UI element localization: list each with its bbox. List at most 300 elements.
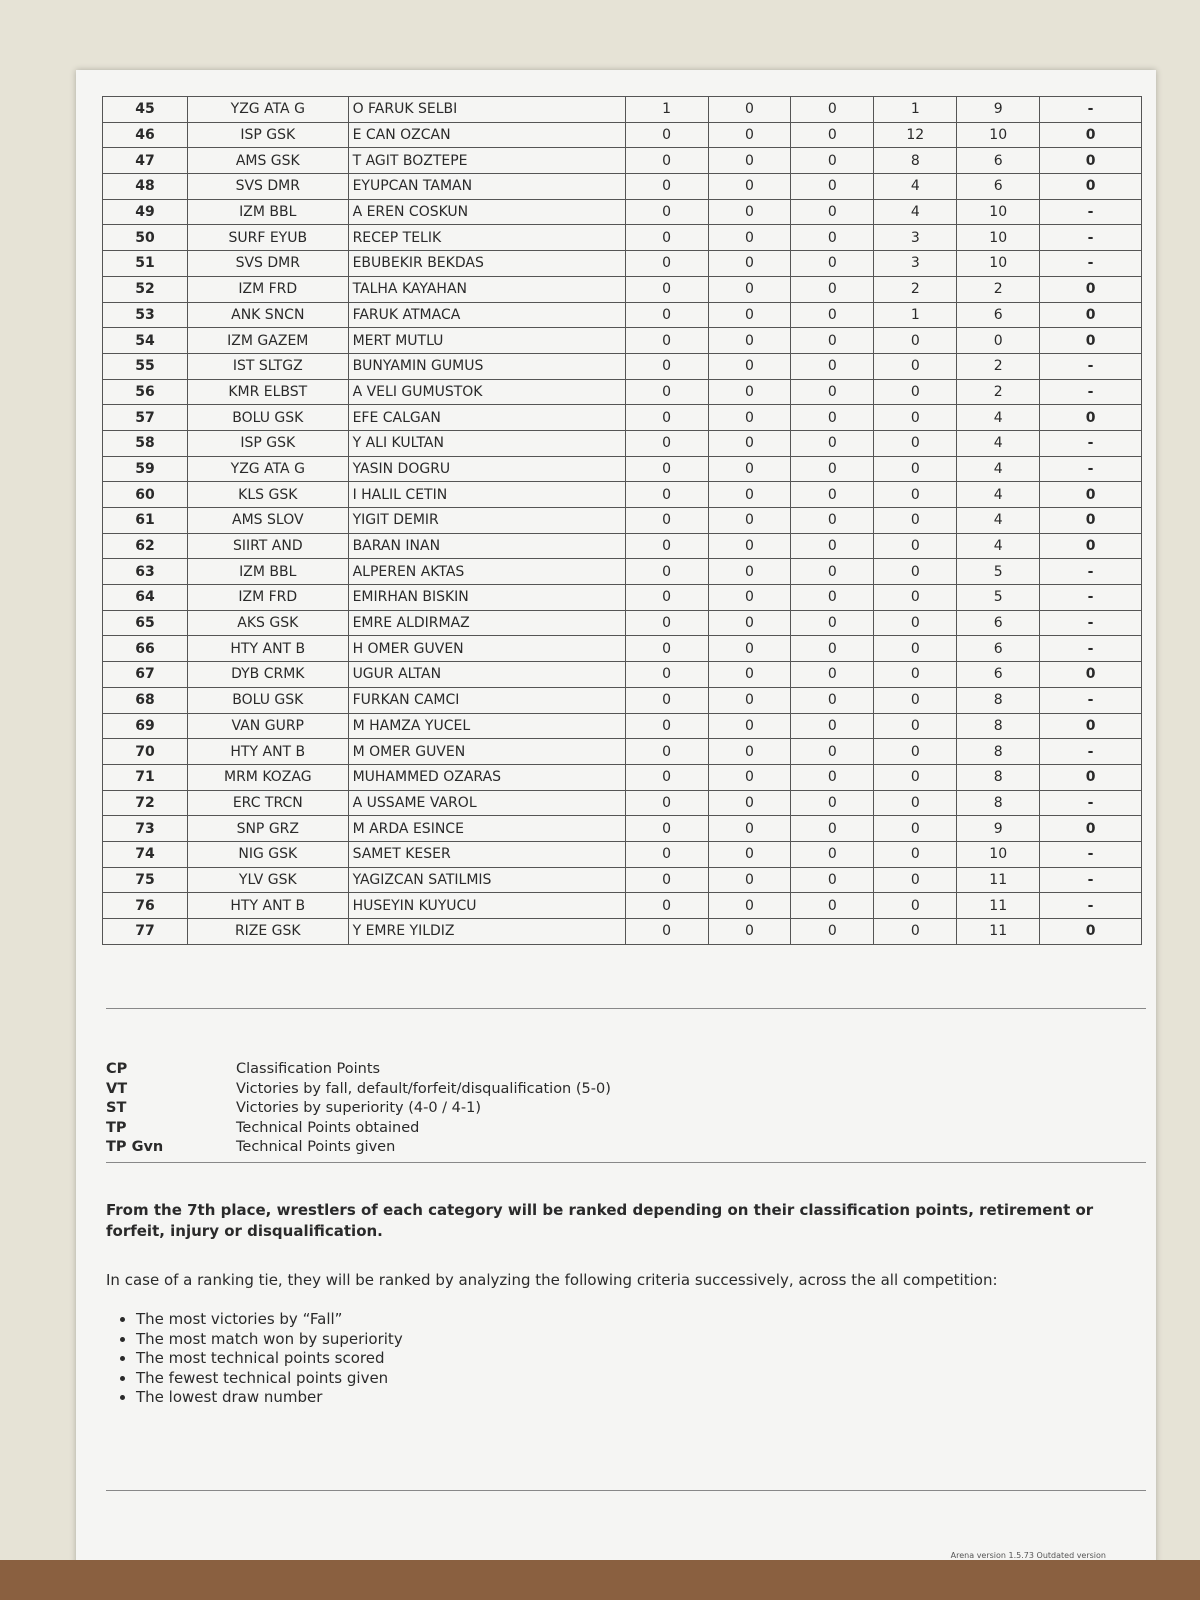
cell-c2: 0 [708,302,791,328]
ranking-rule-text: From the 7th place, wrestlers of each category will be ranked depending on their classification points, retirement or forfeit, injury or disqualification. [106,1201,1094,1240]
table-row [103,739,1142,765]
cell-c3: 0 [791,97,874,123]
cell-name: YAGIZCAN SATILMIS [348,867,625,893]
cell-c4: 8 [874,148,957,174]
cell-c2: 0 [708,353,791,379]
cell-rank: 72 [103,790,188,816]
cell-team: AMS GSK [188,148,349,174]
results-table [102,96,1142,945]
cell-c2: 0 [708,174,791,200]
cell-c6: - [1040,97,1142,123]
legend-row [106,1060,1006,1080]
cell-c1: 0 [625,610,708,636]
cell-c6: - [1040,893,1142,919]
legend-abbr: TP [106,1119,127,1136]
cell-c5: 10 [957,841,1040,867]
table-row [103,122,1142,148]
cell-c4: 0 [874,841,957,867]
cell-c2: 0 [708,405,791,431]
cell-name: MUHAMMED OZARAS [348,764,625,790]
table-row [103,790,1142,816]
cell-c3: 0 [791,251,874,277]
legend [106,1060,1006,1158]
table-row [103,328,1142,354]
table-row [103,764,1142,790]
cell-team: HTY ANT B [188,636,349,662]
cell-c3: 0 [791,353,874,379]
cell-c1: 0 [625,174,708,200]
cell-rank: 68 [103,687,188,713]
cell-c1: 0 [625,225,708,251]
cell-c1: 0 [625,816,708,842]
cell-name: Y EMRE YILDIZ [348,919,625,945]
cell-c1: 0 [625,482,708,508]
cell-team: DYB CRMK [188,662,349,688]
cell-c5: 4 [957,482,1040,508]
table-row [103,508,1142,534]
divider-bottom [106,1162,1146,1163]
cell-team: YZG ATA G [188,456,349,482]
cell-c2: 0 [708,533,791,559]
cell-c5: 6 [957,636,1040,662]
cell-c2: 0 [708,841,791,867]
cell-c4: 4 [874,174,957,200]
cell-name: I HALIL CETIN [348,482,625,508]
criteria-item: • The lowest draw number [136,1388,403,1408]
cell-name: EMRE ALDIRMAZ [348,610,625,636]
cell-c3: 0 [791,816,874,842]
cell-name: EBUBEKIR BEKDAS [348,251,625,277]
cell-name: HUSEYIN KUYUCU [348,893,625,919]
cell-rank: 65 [103,610,188,636]
cell-c6: 0 [1040,919,1142,945]
cell-c5: 5 [957,585,1040,611]
cell-c5: 4 [957,405,1040,431]
cell-team: IST SLTGZ [188,353,349,379]
cell-team: SVS DMR [188,174,349,200]
cell-c5: 4 [957,508,1040,534]
cell-c6: 0 [1040,276,1142,302]
table-row [103,636,1142,662]
cell-c5: 2 [957,353,1040,379]
cell-c2: 0 [708,610,791,636]
cell-c2: 0 [708,482,791,508]
cell-c6: 0 [1040,174,1142,200]
cell-c3: 0 [791,559,874,585]
cell-c3: 0 [791,636,874,662]
cell-c4: 0 [874,764,957,790]
legend-desc: Victories by superiority (4-0 / 4-1) [236,1100,482,1116]
cell-c1: 0 [625,430,708,456]
cell-name: A USSAME VAROL [348,790,625,816]
cell-name: YASIN DOGRU [348,456,625,482]
legend-row [106,1099,1006,1119]
cell-c6: - [1040,610,1142,636]
divider-top [106,1008,1146,1009]
cell-c1: 0 [625,456,708,482]
cell-c4: 1 [874,97,957,123]
cell-c4: 0 [874,610,957,636]
table-row [103,585,1142,611]
cell-rank: 77 [103,919,188,945]
cell-name: BARAN INAN [348,533,625,559]
cell-rank: 52 [103,276,188,302]
table-row [103,148,1142,174]
cell-team: KMR ELBST [188,379,349,405]
cell-c5: 0 [957,328,1040,354]
cell-c2: 0 [708,919,791,945]
cell-rank: 61 [103,508,188,534]
cell-c6: - [1040,739,1142,765]
cell-c4: 0 [874,816,957,842]
cell-rank: 50 [103,225,188,251]
cell-c1: 0 [625,841,708,867]
cell-c4: 0 [874,379,957,405]
cell-c1: 0 [625,353,708,379]
cell-name: O FARUK SELBI [348,97,625,123]
cell-team: SNP GRZ [188,816,349,842]
cell-c3: 0 [791,482,874,508]
cell-c5: 6 [957,610,1040,636]
cell-c4: 0 [874,893,957,919]
cell-rank: 76 [103,893,188,919]
cell-c6: - [1040,585,1142,611]
cell-c1: 0 [625,739,708,765]
cell-rank: 75 [103,867,188,893]
cell-name: EFE CALGAN [348,405,625,431]
cell-c1: 0 [625,199,708,225]
cell-c3: 0 [791,379,874,405]
cell-team: IZM BBL [188,199,349,225]
cell-c3: 0 [791,148,874,174]
cell-c2: 0 [708,687,791,713]
cell-c1: 0 [625,379,708,405]
table-row [103,610,1142,636]
cell-team: MRM KOZAG [188,764,349,790]
cell-c6: - [1040,225,1142,251]
cell-c5: 10 [957,199,1040,225]
cell-c4: 2 [874,276,957,302]
table-row [103,199,1142,225]
cell-c6: - [1040,559,1142,585]
cell-c3: 0 [791,302,874,328]
cell-c5: 2 [957,276,1040,302]
cell-name: SAMET KESER [348,841,625,867]
cell-rank: 57 [103,405,188,431]
cell-name: MERT MUTLU [348,328,625,354]
table-row [103,816,1142,842]
cell-c1: 0 [625,559,708,585]
cell-c4: 0 [874,687,957,713]
cell-c3: 0 [791,790,874,816]
cell-c6: - [1040,687,1142,713]
legend-abbr: TP Gvn [106,1139,164,1155]
cell-rank: 70 [103,739,188,765]
cell-c6: - [1040,353,1142,379]
cell-c2: 0 [708,585,791,611]
cell-c4: 0 [874,533,957,559]
cell-team: VAN GURP [188,713,349,739]
cell-c2: 0 [708,508,791,534]
cell-c5: 4 [957,533,1040,559]
cell-team: RIZE GSK [188,919,349,945]
cell-name: EYUPCAN TAMAN [348,174,625,200]
cell-rank: 69 [103,713,188,739]
cell-name: FARUK ATMACA [348,302,625,328]
cell-c6: 0 [1040,816,1142,842]
cell-team: IZM GAZEM [188,328,349,354]
tie-intro-text: In case of a ranking tie, they will be ranked by analyzing the following criteria successively, across the all competition: [106,1271,998,1289]
cell-c2: 0 [708,251,791,277]
cell-c2: 0 [708,893,791,919]
table-row [103,225,1142,251]
cell-c1: 0 [625,687,708,713]
cell-c3: 0 [791,867,874,893]
cell-name: FURKAN CAMCI [348,687,625,713]
cell-c3: 0 [791,610,874,636]
cell-c1: 0 [625,636,708,662]
legend-row [106,1119,1006,1139]
cell-team: IZM BBL [188,559,349,585]
cell-name: RECEP TELIK [348,225,625,251]
cell-c6: - [1040,456,1142,482]
cell-c6: 0 [1040,482,1142,508]
table-row [103,687,1142,713]
cell-team: SIIRT AND [188,533,349,559]
cell-c6: 0 [1040,302,1142,328]
table-row [103,867,1142,893]
cell-name: UGUR ALTAN [348,662,625,688]
cell-c4: 0 [874,662,957,688]
table-row [103,353,1142,379]
cell-name: M HAMZA YUCEL [348,713,625,739]
cell-c2: 0 [708,764,791,790]
cell-rank: 58 [103,430,188,456]
cell-c5: 8 [957,713,1040,739]
cell-c1: 0 [625,148,708,174]
cell-c6: 0 [1040,713,1142,739]
cell-rank: 53 [103,302,188,328]
cell-c2: 0 [708,225,791,251]
cell-c5: 9 [957,97,1040,123]
cell-c6: - [1040,867,1142,893]
cell-c1: 0 [625,893,708,919]
cell-c2: 0 [708,430,791,456]
cell-team: SURF EYUB [188,225,349,251]
cell-team: ISP GSK [188,122,349,148]
table-row [103,841,1142,867]
cell-c5: 10 [957,251,1040,277]
cell-c3: 0 [791,174,874,200]
cell-name: EMIRHAN BISKIN [348,585,625,611]
cell-c1: 1 [625,97,708,123]
cell-c6: - [1040,251,1142,277]
cell-c3: 0 [791,225,874,251]
cell-team: HTY ANT B [188,739,349,765]
cell-rank: 55 [103,353,188,379]
cell-c4: 0 [874,456,957,482]
cell-c2: 0 [708,790,791,816]
cell-c2: 0 [708,559,791,585]
cell-c4: 0 [874,636,957,662]
cell-c1: 0 [625,276,708,302]
cell-c4: 0 [874,508,957,534]
cell-team: ANK SNCN [188,302,349,328]
cell-c1: 0 [625,764,708,790]
cell-team: YLV GSK [188,867,349,893]
cell-c5: 10 [957,122,1040,148]
cell-team: ERC TRCN [188,790,349,816]
cell-name: TALHA KAYAHAN [348,276,625,302]
cell-name: M ARDA ESINCE [348,816,625,842]
cell-c2: 0 [708,148,791,174]
table-row [103,482,1142,508]
cell-c2: 0 [708,379,791,405]
cell-name: BUNYAMIN GUMUS [348,353,625,379]
cell-c2: 0 [708,122,791,148]
cell-c2: 0 [708,97,791,123]
cell-rank: 74 [103,841,188,867]
cell-c4: 4 [874,199,957,225]
cell-c5: 8 [957,764,1040,790]
cell-c4: 0 [874,353,957,379]
cell-c4: 0 [874,585,957,611]
legend-abbr: CP [106,1061,128,1077]
cell-c5: 5 [957,559,1040,585]
cell-name: Y ALI KULTAN [348,430,625,456]
table-row [103,379,1142,405]
cell-team: IZM FRD [188,276,349,302]
cell-c3: 0 [791,662,874,688]
cell-c4: 0 [874,405,957,431]
cell-c5: 11 [957,867,1040,893]
criteria-item: • The fewest technical points given [136,1369,403,1389]
cell-rank: 47 [103,148,188,174]
cell-c3: 0 [791,533,874,559]
table-row [103,533,1142,559]
cell-rank: 73 [103,816,188,842]
cell-c4: 0 [874,919,957,945]
cell-c6: 0 [1040,764,1142,790]
cell-rank: 71 [103,764,188,790]
cell-c2: 0 [708,713,791,739]
cell-c5: 8 [957,687,1040,713]
cell-c1: 0 [625,867,708,893]
table-row [103,919,1142,945]
cell-c1: 0 [625,328,708,354]
cell-team: YZG ATA G [188,97,349,123]
cell-c6: 0 [1040,533,1142,559]
cell-c4: 12 [874,122,957,148]
cell-rank: 63 [103,559,188,585]
cell-c5: 8 [957,790,1040,816]
cell-c3: 0 [791,122,874,148]
cell-c2: 0 [708,328,791,354]
cell-team: IZM FRD [188,585,349,611]
table-row [103,405,1142,431]
cell-team: ISP GSK [188,430,349,456]
cell-c6: - [1040,379,1142,405]
table-row [103,893,1142,919]
cell-c2: 0 [708,867,791,893]
criteria-item: • The most victories by “Fall” [136,1310,403,1330]
legend-abbr: VT [106,1080,128,1097]
cell-rank: 64 [103,585,188,611]
cell-c1: 0 [625,302,708,328]
cell-c6: 0 [1040,662,1142,688]
cell-c5: 6 [957,662,1040,688]
cell-name: YIGIT DEMIR [348,508,625,534]
cell-c6: - [1040,790,1142,816]
cell-rank: 59 [103,456,188,482]
table-row [103,302,1142,328]
cell-rank: 56 [103,379,188,405]
cell-c1: 0 [625,122,708,148]
cell-c1: 0 [625,790,708,816]
cell-rank: 51 [103,251,188,277]
cell-c6: 0 [1040,405,1142,431]
cell-c2: 0 [708,739,791,765]
cell-c5: 11 [957,893,1040,919]
cell-rank: 45 [103,97,188,123]
paper-sheet [76,70,1156,1580]
cell-rank: 60 [103,482,188,508]
cell-c1: 0 [625,585,708,611]
legend-desc: Technical Points obtained [236,1119,420,1136]
cell-c5: 10 [957,225,1040,251]
legend-desc: Technical Points given [236,1139,396,1155]
cell-team: BOLU GSK [188,405,349,431]
cell-c5: 4 [957,430,1040,456]
legend-desc: Victories by fall, default/forfeit/disqualification (5-0) [236,1080,611,1097]
cell-team: AMS SLOV [188,508,349,534]
cell-rank: 62 [103,533,188,559]
cell-c5: 6 [957,148,1040,174]
table-row [103,662,1142,688]
cell-team: SVS DMR [188,251,349,277]
cell-c3: 0 [791,276,874,302]
cell-c3: 0 [791,456,874,482]
cell-c3: 0 [791,893,874,919]
cell-c2: 0 [708,636,791,662]
cell-c4: 0 [874,482,957,508]
criteria-item: • The most match won by superiority [136,1330,403,1350]
table-row [103,713,1142,739]
cell-c6: 0 [1040,148,1142,174]
background-floor [0,1560,1200,1600]
cell-c1: 0 [625,533,708,559]
table-row [103,430,1142,456]
cell-name: H OMER GUVEN [348,636,625,662]
cell-c1: 0 [625,508,708,534]
cell-c5: 8 [957,739,1040,765]
cell-c3: 0 [791,739,874,765]
cell-c4: 3 [874,251,957,277]
cell-rank: 66 [103,636,188,662]
cell-rank: 67 [103,662,188,688]
table-row [103,456,1142,482]
cell-c4: 0 [874,713,957,739]
cell-c5: 6 [957,174,1040,200]
cell-c3: 0 [791,508,874,534]
cell-rank: 54 [103,328,188,354]
table-row [103,174,1142,200]
cell-c3: 0 [791,764,874,790]
table-row [103,559,1142,585]
cell-c5: 4 [957,456,1040,482]
cell-c2: 0 [708,662,791,688]
cell-c6: 0 [1040,508,1142,534]
